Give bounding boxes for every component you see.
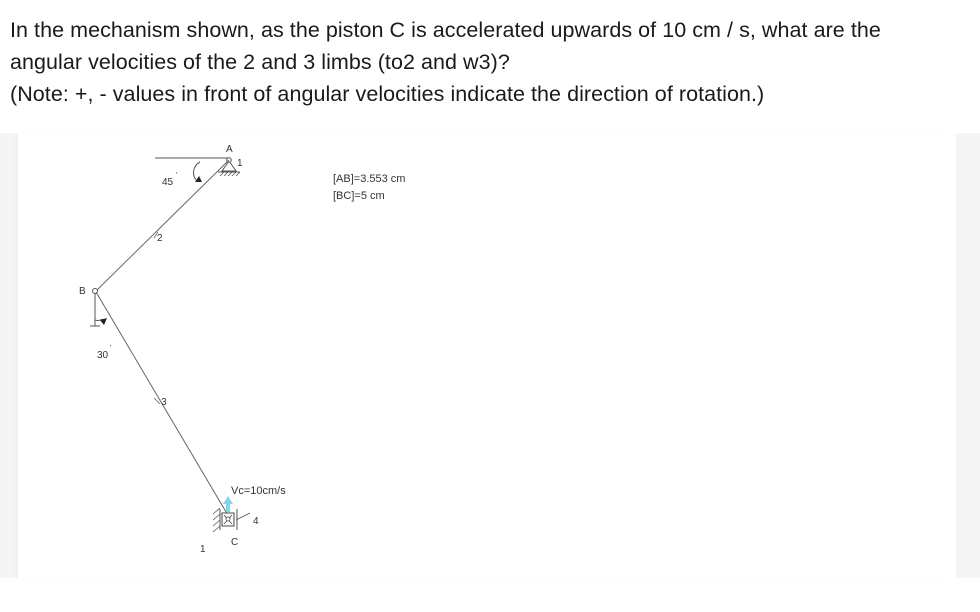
angle-arrow-top [195, 176, 202, 182]
question-line-3: (Note: +, - values in front of angular velocities indicate the direction of rotation.) [10, 82, 765, 106]
angle-arrow-bottom [100, 318, 107, 325]
label-angle-45: 45 [162, 177, 174, 188]
question-line-2: angular velocities of the 2 and 3 limbs (to2 and w3)? [10, 50, 510, 74]
piston-c [213, 496, 250, 532]
label-a: A [226, 144, 233, 155]
label-link-2: 2 [157, 233, 163, 244]
label-b: B [79, 286, 86, 297]
label-link-4: 4 [253, 516, 259, 527]
label-c: C [231, 537, 239, 548]
label-link-3: 3 [161, 397, 167, 408]
label-ground-top: 1 [237, 158, 243, 169]
velocity-arrow-shaft [226, 503, 230, 512]
ground-support-a [155, 158, 240, 176]
velocity-arrow-head [223, 496, 233, 504]
dimension-ab: [AB]=3.553 cm [333, 173, 406, 185]
link-4-leader [236, 513, 250, 520]
label-velocity: Vc=10cm/s [231, 485, 286, 497]
degree-mark-top: ' [176, 172, 178, 179]
pin-c [226, 517, 230, 521]
label-ground-bottom: 1 [200, 544, 206, 555]
degree-mark-bottom: ' [110, 345, 112, 352]
dimension-bc: [BC]=5 cm [333, 190, 385, 202]
piston-guide-hatch [213, 508, 220, 532]
label-angle-30: 30 [97, 350, 109, 361]
question-line-1: In the mechanism shown, as the piston C is accelerated upwards of 10 cm / s, what are the [10, 18, 881, 42]
ground-hatch-top [220, 172, 240, 176]
